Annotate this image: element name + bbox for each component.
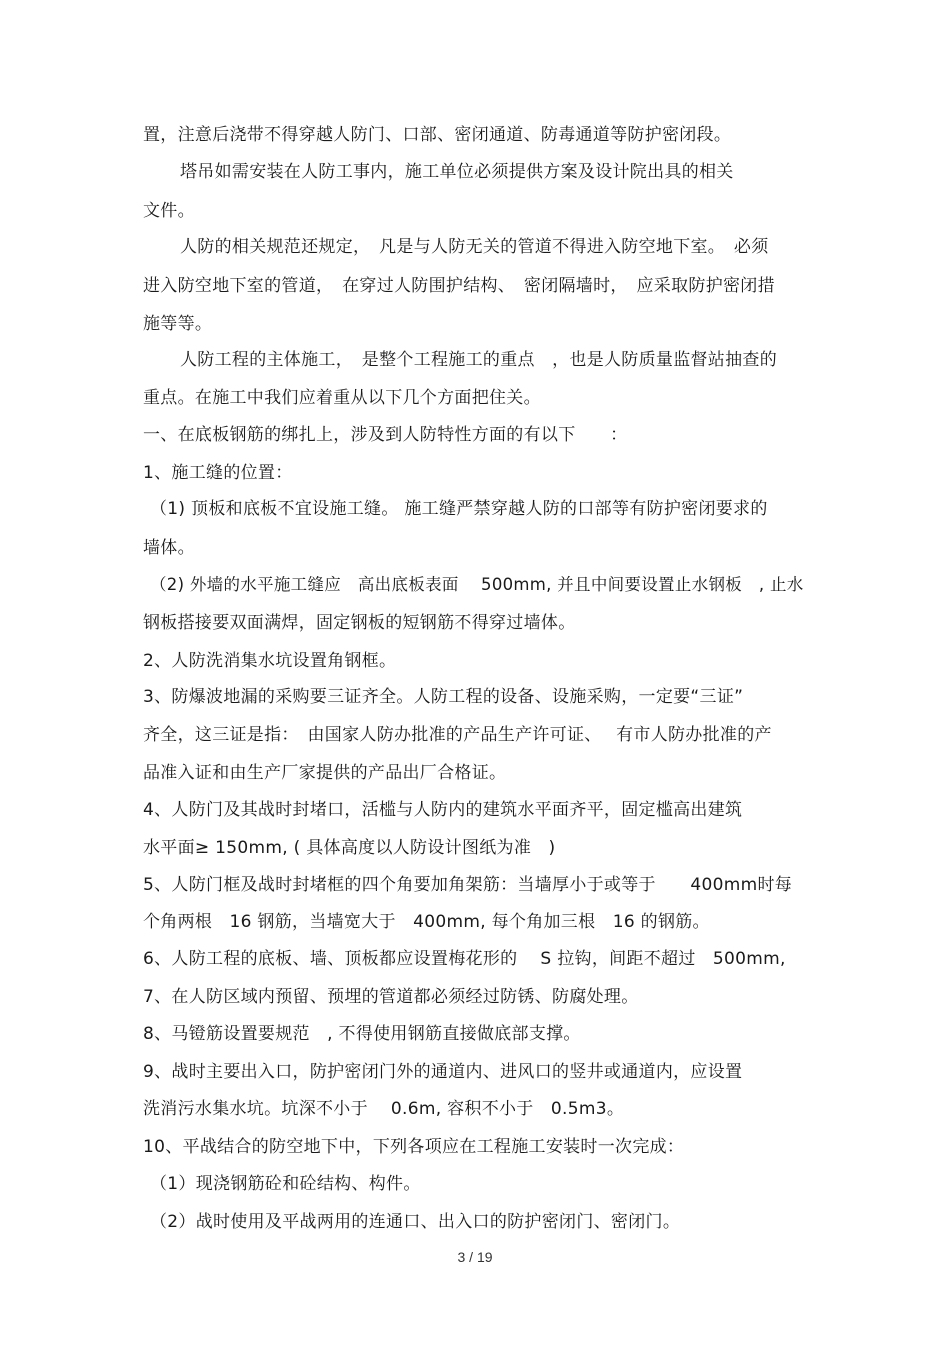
text-line: 6、人防工程的底板、墙、顶板都应设置梅花形的 S 拉钩，间距不超过 500mm, <box>143 949 786 969</box>
text-line: （2）战时使用及平战两用的连通口、出入口的防护密闭门、密闭门。 <box>150 1212 681 1232</box>
text-line: 2、人防洗消集水坑设置角钢框。 <box>143 651 397 671</box>
text-line: 8、马镫筋设置要规范 , 不得使用钢筋直接做底部支撑。 <box>143 1024 581 1044</box>
text-line: 7、在人防区域内预留、预埋的管道都必须经过防锈、防腐处理。 <box>143 987 639 1007</box>
text-line: 置，注意后浇带不得穿越人防门、口部、密闭通道、防毒通道等防护密闭段。 <box>143 125 732 145</box>
text-line: 进入防空地下室的管道， 在穿过人防围护结构、 密闭隔墙时， 应采取防护密闭措 <box>143 276 775 296</box>
text-line: （1）现浇钢筋砼和砼结构、构件。 <box>150 1174 421 1194</box>
text-line: 文件。 <box>143 201 195 221</box>
text-line: 重点。在施工中我们应着重从以下几个方面把住关。 <box>143 388 541 408</box>
text-line: 5、人防门框及战时封堵框的四个角要加角架筋：当墙厚小于或等于 400mm时每 <box>143 875 793 895</box>
text-line: 品准入证和由生产厂家提供的产品出厂合格证。 <box>143 763 507 783</box>
text-line: 4、人防门及其战时封堵口，活槛与人防内的建筑水平面齐平，固定槛高出建筑 <box>143 800 743 820</box>
text-line: 人防工程的主体施工， 是整个工程施工的重点 ，也是人防质量监督站抽查的 <box>180 350 777 370</box>
text-line: 钢板搭接要双面满焊，固定钢板的短钢筋不得穿过墙体。 <box>143 613 576 633</box>
text-line: 9、战时主要出入口，防护密闭门外的通道内、进风口的竖井或通道内，应设置 <box>143 1062 743 1082</box>
text-line: （1) 顶板和底板不宜设施工缝。 施工缝严禁穿越人防的口部等有防护密闭要求的 <box>150 499 768 519</box>
text-line: 墙体。 <box>143 538 195 558</box>
text-line: 水平面≥ 150mm, ( 具体高度以人防设计图纸为准 ) <box>143 838 556 858</box>
text-line: 施等等。 <box>143 314 213 334</box>
text-line: 个角两根 16 钢筋，当墙宽大于 400mm, 每个角加三根 16 的钢筋。 <box>143 912 710 932</box>
text-line: 10、平战结合的防空地下中，下列各项应在工程施工安装时一次完成： <box>143 1137 685 1157</box>
page-number: 3 / 19 <box>457 1249 493 1265</box>
text-line: （2) 外墙的水平施工缝应 高出底板表面 500mm, 并且中间要设置止水钢板 , 止水 <box>150 575 804 594</box>
text-line: 人防的相关规范还规定， 凡是与人防无关的管道不得进入防空地下室。 必须 <box>180 237 769 257</box>
text-line: 一、在底板钢筋的绑扎上，涉及到人防特性方面的有以下 ： <box>143 425 628 445</box>
text-line: 1、施工缝的位置： <box>143 463 293 483</box>
text-line: 塔吊如需安装在人防工事内，施工单位必须提供方案及设计院出具的相关 <box>180 162 734 182</box>
text-line: 齐全，这三证是指： 由国家人防办批准的产品生产许可证、 有市人防办批准的产 <box>143 725 772 745</box>
text-line: 3、防爆波地漏的采购要三证齐全。人防工程的设备、设施采购，一定要“三证” <box>143 687 744 707</box>
text-line: 洗消污水集水坑。坑深不小于 0.6m, 容积不小于 0.5m3。 <box>143 1099 625 1119</box>
